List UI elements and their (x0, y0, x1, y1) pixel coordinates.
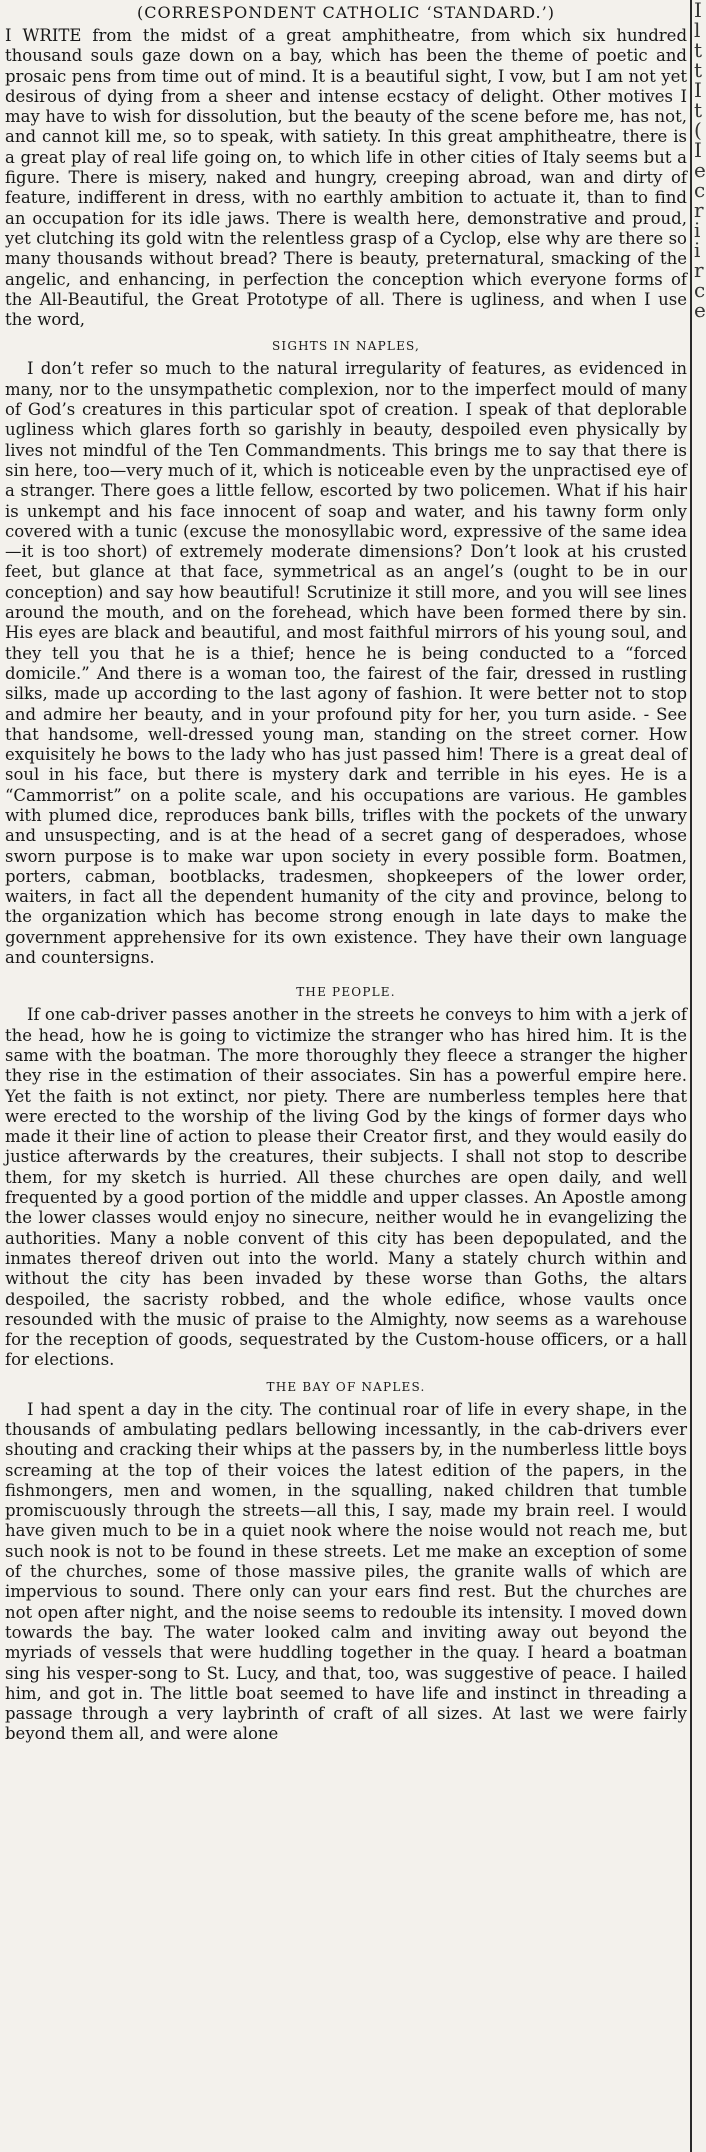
margin-char: e (694, 158, 706, 182)
margin-char: I (694, 138, 702, 162)
adjacent-column-fragment (694, 0, 706, 2152)
margin-char: r (694, 198, 704, 222)
dateline: (CORRESPONDENT CATHOLIC ‘STANDARD.’) (137, 3, 555, 22)
margin-char: c (694, 178, 706, 202)
margin-char: t (694, 98, 703, 122)
margin-char: i (694, 238, 701, 262)
margin-char: I (694, 0, 702, 22)
margin-char: i (694, 218, 701, 242)
lead-word: I WRITE (5, 26, 82, 45)
section-paragraph-bay: I had spent a day in the city. The continual roar of life in every shape, in the thousands of ambulating pedlars bellowing incessantly, in the cab-drivers ever shouting and cracking their whips at the passers by, in the numberless little boys screaming at the top of their voices the latest edition of the papers, in the fishmongers, men and women, in the squalling, naked children that tumble promiscuously through the streets—all this, I say, made my brain reel. I would have given much to be in a quiet nook where the noise would not reach me, but such nook is not to be found in these streets. Let me make an exception of some of the churches, some of those massive piles, the granite walls of which are impervious to sound. There only can your ears find rest. But the churches are not open after night, and the noise seems to redouble its intensity. I moved down towards the bay. The water looked calm and inviting away out beyond the myriads of vessels that were huddling together in the quay. I heard a boatman sing his vesper-song to St. Lucy, and that, too, was suggestive of peace. I hailed him, and got in. The little boat seemed to have life and instinct in threading a passage through a very laybrinth of craft of all sizes. At last we were fairly beyond them all, and were alone (5, 1399, 687, 1744)
opening-text: from the midst of a great amphitheatre, from which six hundred thousand souls gaze down on a bay, which has been the theme of poetic and prosaic pens from time out of mind. It is a beautiful sight, I vow, but I am not yet desirous of dying from a sheer and intense ecstacy of delight. Other motives I may have to wish for dissolution, but the beauty of the scene before me, has not, and cannot kill me, so to speak, with satiety. In this great amphitheatre, there is a great play of real life going on, to which life in other cities of Italy seems but a figure. There is misery, naked and hungry, creeping abroad, wan and dirty of feature, indifferent in dress, with no earthly ambition to actuate it, than to find an occupation for its idle jaws. There is wealth here, demonstrative and proud, yet clutching its gold witn the relentless grasp of a Cyclop, else why are there so many thousands without bread? There is beauty, preternatural, smacking of the angelic, and enhancing, in perfection the conception which everyone forms of the All-Beautiful, the Great Prototype of all. There is ugliness, and when I use the word, (5, 26, 688, 330)
margin-char: e (694, 298, 706, 322)
margin-char: I (694, 78, 702, 102)
section-paragraph-sights: I don’t refer so much to the natural irregularity of features, as evidenced in many, nor to the unsympathetic complexion, nor to the imperfect mould of many of God’s creatures in this particular spot of creation. I speak of that deplorable ugliness which glares forth so garishly in beauty, despoiled even physically by lives not mindful of the Ten Commandments. This brings me to say that there is sin here, too—very much of it, which is noticeable even by the unpractised eye of a stranger. There goes a little fellow, escorted by two policemen. What if his hair is unkempt and his face innocent of soap and water, and his tawny form only covered with a tunic (excuse the monosyllabic word, expressive of the same idea—it is too short) of extremely moderate dimensions? Don’t look at his crusted feet, but glance at that face, symmetrical as an angel’s (ought to be in our conception) and say how beautiful! Scrutinize it still more, and you will see lines around the mouth, and on the forehead, which have been formed there by sin. His eyes are black and beautiful, and most faithful mirrors of his young soul, and they tell you that he is a thief; hence he is being conducted to a “forced domicile.” And there is a woman too, the fairest of the fair, dressed in rustling silks, made up according to the last agony of fashion. It were better not to stop and admire her beauty, and in your profound pity for her, you turn aside. - See that handsome, well-dressed young man, standing on the street corner. How exquisitely he bows to the lady who has just passed him! There is a great deal of soul in his face, but there is mystery dark and terrible in his eyes. He is a “Cammorrist” on a polite scale, and his occupations are various. He gambles with plumed dice, reproduces bank bills, trifles with the pockets of the unwary and unsuspecting, and is at the head of a secret gang of desperadoes, whose sworn purpose is to make war upon society in every possible form. Boatmen, porters, cabman, bootblacks, tradesmen, shopkeepers of the lower order, waiters, in fact all the dependent humanity of the city and province, belong to the organization which has become strong enough in late days to make the government apprehensive for its own existence. They have their own language and countersigns. (5, 359, 687, 968)
column-rule (690, 0, 692, 2152)
margin-char: t (694, 58, 703, 82)
margin-char: c (694, 278, 706, 302)
opening-paragraph (5, 26, 687, 330)
article-column (5, 2, 687, 1745)
margin-char: l (694, 18, 701, 42)
section-heading-people: THE PEOPLE. (296, 985, 396, 1000)
margin-char: t (694, 38, 703, 62)
section-heading-bay: THE BAY OF NAPLES. (266, 1379, 426, 1394)
margin-char: ( (694, 118, 702, 142)
section-heading-sights: SIGHTS IN NAPLES, (271, 339, 421, 354)
section-paragraph-people: If one cab-driver passes another in the streets he conveys to him with a jerk of the head, how he is going to victimize the stranger who has hired him. It is the same with the boatman. The more thoroughly they fleece a stranger the higher they rise in the estimation of their associates. Sin has a powerful empire here. Yet the faith is not extinct, nor piety. There are numberless temples here that were erected to the worship of the living God by the kings of former days who made it their line of action to please their Creator first, and they would easily do justice afterwards by the creatures, their subjects. I shall not stop to describe them, for my sketch is hurried. All these churches are open daily, and well frequented by a good portion of the middle and upper classes. An Apostle among the lower classes would enjoy no sinecure, neither would he in evangelizing the authorities. Many a noble convent of this city has been depopulated, and the inmates thereof driven out into the world. Many a stately church within and without the city has been invaded by these worse than Goths, the altars despoiled, the sacristy robbed, and the whole edifice, whose vaults once resounded with the music of praise to the Almighty, now seems as a warehouse for the reception of goods, sequestrated by the Custom-house officers, or a hall for elections. (5, 1005, 687, 1370)
margin-char: r (694, 258, 704, 282)
